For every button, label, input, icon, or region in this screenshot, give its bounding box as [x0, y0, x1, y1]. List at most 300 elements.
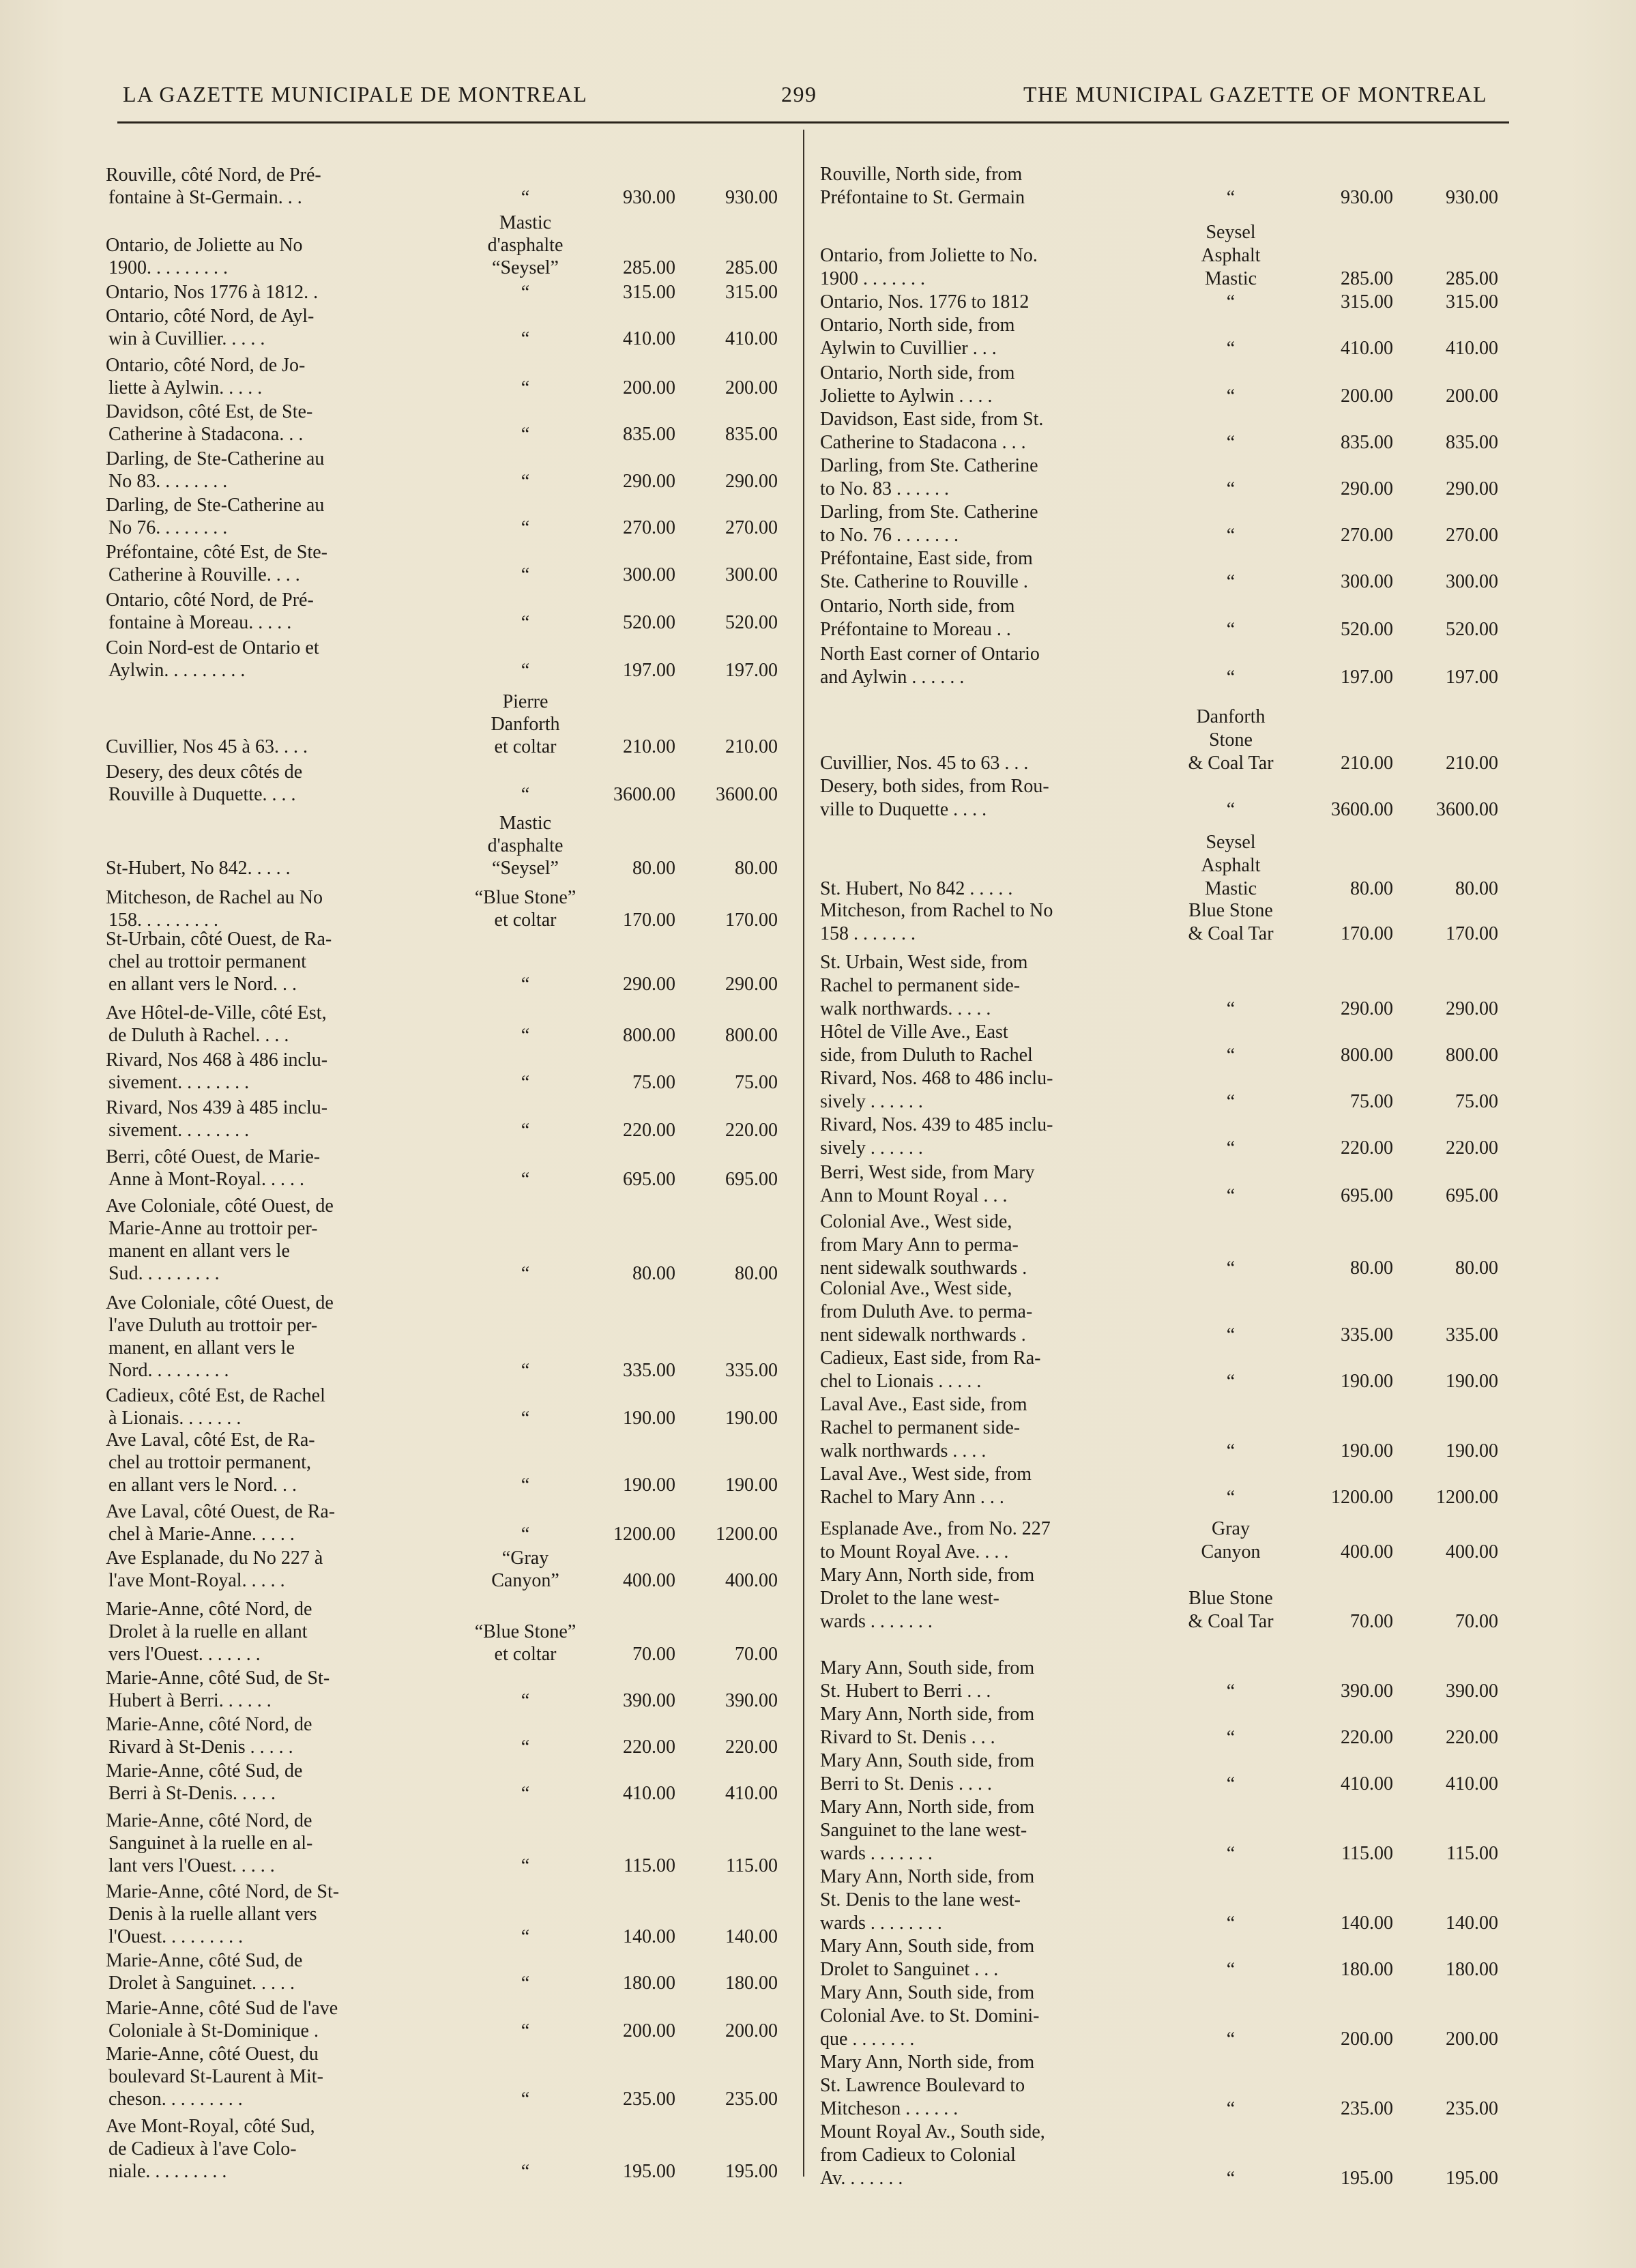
entry-cost: 390.00 — [623, 1690, 675, 1711]
entry-description: Mitcheson . . . . . . — [820, 2098, 959, 2119]
entry-cost: 235.00 — [1341, 2098, 1393, 2119]
entry-description: Mary Ann, North side, from — [820, 1866, 1035, 1887]
entry-material: “ — [521, 2020, 530, 2041]
entry-description: win à Cuvillier. . . . . — [108, 328, 265, 349]
entry-material: “ — [1226, 1371, 1236, 1392]
entry-cost: 695.00 — [623, 1169, 675, 1190]
entry-description: Ste. Catherine to Rouville . — [820, 571, 1028, 592]
entry-material: “ — [521, 2089, 530, 2110]
entry-description: Préfontaine to Moreau . . — [820, 619, 1011, 640]
entry-total: 170.00 — [1446, 923, 1498, 944]
entry-cost: 390.00 — [1341, 1681, 1393, 1702]
entry-description: Hôtel de Ville Ave., East — [820, 1021, 1008, 1043]
entry-material: “ — [521, 517, 530, 538]
entry-cost: 210.00 — [623, 736, 675, 757]
entry-cost: 400.00 — [1341, 1541, 1393, 1562]
entry-material: Danforth — [1196, 706, 1266, 727]
entry-material: “ — [521, 1783, 530, 1804]
entry-description: Marie-Anne, côté Sud de l'ave — [106, 1998, 338, 2019]
entry-description: Cadieux, côté Est, de Rachel — [106, 1385, 325, 1406]
entry-cost: 1200.00 — [613, 1524, 675, 1545]
entry-cost: 200.00 — [1341, 2029, 1393, 2050]
entry-material: Gray — [1212, 1518, 1250, 1539]
entry-description: lant vers l'Ouest. . . . . — [108, 1855, 275, 1876]
entry-description: chel au trottoir permanent — [108, 951, 306, 972]
entry-total: 190.00 — [725, 1408, 778, 1429]
entry-cost: 190.00 — [1341, 1440, 1393, 1462]
entry-cost: 315.00 — [623, 282, 675, 303]
entry-description: Sanguinet to the lane west- — [820, 1820, 1027, 1841]
entry-cost: 80.00 — [632, 1263, 675, 1284]
entry-total: 930.00 — [725, 187, 778, 208]
entry-total: 300.00 — [1446, 571, 1498, 592]
entry-total: 80.00 — [735, 858, 778, 879]
entry-material: “ — [521, 1474, 530, 1496]
entry-material: “ — [1226, 1257, 1236, 1279]
entry-material: “Gray — [501, 1547, 549, 1569]
entry-description: Anne à Mont-Royal. . . . . — [108, 1169, 304, 1190]
entry-description: Préfontaine, East side, from — [820, 548, 1033, 569]
entry-description: chel to Lionais . . . . . — [820, 1371, 982, 1392]
entry-material: “ — [1226, 187, 1236, 208]
entry-cost: 520.00 — [623, 612, 675, 633]
entry-total: 410.00 — [1446, 1773, 1498, 1794]
entry-description: Nord. . . . . . . . . — [108, 1360, 229, 1381]
entry-total: 140.00 — [725, 1926, 778, 1947]
entry-material: & Coal Tar — [1188, 753, 1274, 774]
entry-material: “ — [521, 328, 530, 349]
entry-cost: 520.00 — [1341, 619, 1393, 640]
entry-cost: 400.00 — [623, 1570, 675, 1591]
entry-description: liette à Aylwin. . . . . — [108, 377, 263, 398]
entry-material: “ — [521, 1736, 530, 1758]
entry-total: 200.00 — [725, 377, 778, 398]
entry-material: “ — [1226, 2098, 1236, 2119]
entry-description: Davidson, East side, from St. — [820, 409, 1044, 430]
entry-description: Joliette to Aylwin . . . . — [820, 386, 993, 407]
entry-total: 180.00 — [725, 1973, 778, 1994]
entry-description: to No. 76 . . . . . . . — [820, 525, 959, 546]
entry-material: “ — [521, 1263, 530, 1284]
entry-cost: 270.00 — [1341, 525, 1393, 546]
entry-description: Rivard à St-Denis . . . . . — [108, 1736, 293, 1758]
entry-description: sivement. . . . . . . . — [108, 1120, 250, 1141]
entry-description: St. Lawrence Boulevard to — [820, 2075, 1025, 2096]
entry-description: Préfontaine, côté Est, de Ste- — [106, 542, 328, 563]
entry-material: “ — [1226, 998, 1236, 1019]
entry-cost: 200.00 — [623, 377, 675, 398]
entry-cost: 190.00 — [623, 1474, 675, 1496]
entry-description: Cadieux, East side, from Ra- — [820, 1348, 1041, 1369]
entry-material: “Blue Stone” — [474, 887, 576, 908]
entry-description: Darling, from Ste. Catherine — [820, 455, 1038, 476]
entry-total: 1200.00 — [716, 1524, 778, 1545]
entry-description: fontaine à Moreau. . . . . — [108, 612, 292, 633]
entry-description: to Mount Royal Ave. . . . — [820, 1541, 1009, 1562]
entry-cost: 410.00 — [1341, 1773, 1393, 1794]
entry-cost: 290.00 — [623, 471, 675, 492]
entry-description: Rachel to Mary Ann . . . — [820, 1487, 1004, 1508]
entry-material: & Coal Tar — [1188, 1611, 1274, 1632]
entry-material: “ — [521, 2161, 530, 2182]
entry-description: 1900. . . . . . . . . — [108, 257, 228, 278]
entry-description: Mary Ann, South side, from — [820, 1982, 1035, 2003]
entry-total: 80.00 — [1455, 878, 1498, 899]
entry-total: 140.00 — [1446, 1913, 1498, 1934]
entry-description: boulevard St-Laurent à Mit- — [108, 2066, 323, 2087]
entry-cost: 70.00 — [632, 1644, 675, 1665]
entry-material: “ — [521, 187, 530, 208]
entry-description: Mary Ann, South side, from — [820, 1750, 1035, 1771]
entry-description: St. Urbain, West side, from — [820, 952, 1028, 973]
entry-description: Ontario, North side, from — [820, 596, 1015, 617]
entry-cost: 200.00 — [1341, 386, 1393, 407]
entry-total: 200.00 — [1446, 2029, 1498, 2050]
page-number: 299 — [781, 82, 817, 106]
entry-total: 75.00 — [735, 1072, 778, 1093]
entry-total: 285.00 — [725, 257, 778, 278]
entry-cost: 3600.00 — [1331, 799, 1393, 820]
entry-cost: 75.00 — [632, 1072, 675, 1093]
entry-material: Seysel — [1206, 832, 1256, 853]
entry-material: Mastic — [1204, 878, 1257, 899]
entry-material: et coltar — [494, 1644, 557, 1665]
entry-material: “ — [521, 1025, 530, 1046]
entry-total: 220.00 — [1446, 1137, 1498, 1159]
entry-total: 520.00 — [725, 612, 778, 633]
entry-description: Aylwin. . . . . . . . . — [108, 660, 246, 681]
entry-total: 835.00 — [725, 424, 778, 445]
entry-cost: 410.00 — [623, 1783, 675, 1804]
entry-total: 170.00 — [725, 910, 778, 931]
entry-material: “ — [521, 1926, 530, 1947]
entry-total: 930.00 — [1446, 187, 1498, 208]
entry-material: “ — [521, 424, 530, 445]
entry-cost: 220.00 — [1341, 1137, 1393, 1159]
entry-total: 410.00 — [1446, 338, 1498, 359]
entry-total: 197.00 — [725, 660, 778, 681]
entry-material: “ — [1226, 1843, 1236, 1864]
entry-total: 520.00 — [1446, 619, 1498, 640]
entry-material: “ — [1226, 2168, 1236, 2189]
entry-material: “ — [1226, 619, 1236, 640]
entry-description: Cuvillier, Nos. 45 to 63 . . . — [820, 753, 1029, 774]
entry-material: “ — [521, 564, 530, 585]
entry-cost: 285.00 — [1341, 268, 1393, 289]
entry-description: Laval Ave., West side, from — [820, 1464, 1032, 1485]
entry-description: sivement. . . . . . . . — [108, 1072, 250, 1093]
entry-cost: 80.00 — [632, 858, 675, 879]
entry-description: Rachel to permanent side- — [820, 975, 1021, 996]
entry-cost: 195.00 — [1341, 2168, 1393, 2189]
entry-material: Pierre — [502, 691, 549, 712]
entry-material: “ — [1226, 571, 1236, 592]
entry-cost: 410.00 — [623, 328, 675, 349]
entry-total: 80.00 — [735, 1263, 778, 1284]
entry-description: Ontario, Nos. 1776 to 1812 — [820, 291, 1029, 312]
entry-description: 1900 . . . . . . . — [820, 268, 925, 289]
entry-material: “Seysel” — [492, 858, 559, 879]
entry-total: 285.00 — [1446, 268, 1498, 289]
entry-material: “ — [521, 1169, 530, 1190]
entry-cost: 290.00 — [623, 974, 675, 995]
entry-description: wards . . . . . . . . — [820, 1913, 942, 1934]
entry-total: 210.00 — [1446, 753, 1498, 774]
entry-cost: 140.00 — [1341, 1913, 1393, 1934]
entry-description: Marie-Anne, côté Sud, de St- — [106, 1668, 330, 1689]
entry-material: “ — [1226, 386, 1236, 407]
entry-material: “Seysel” — [492, 257, 559, 278]
entry-material: d'asphalte — [487, 235, 564, 256]
entry-total: 315.00 — [725, 282, 778, 303]
entry-total: 335.00 — [1446, 1324, 1498, 1346]
entry-description: Desery, both sides, from Rou- — [820, 776, 1049, 797]
entry-description: Laval Ave., East side, from — [820, 1394, 1027, 1415]
entry-description: niale. . . . . . . . . — [108, 2161, 227, 2182]
entry-description: chel à Marie-Anne. . . . . — [108, 1524, 295, 1545]
entry-description: en allant vers le Nord. . . — [108, 974, 297, 995]
entry-cost: 170.00 — [1341, 923, 1393, 944]
entry-cost: 140.00 — [623, 1926, 675, 1947]
entry-description: Marie-Anne, côté Sud, de — [106, 1950, 303, 1971]
entry-total: 800.00 — [725, 1025, 778, 1046]
entry-total: 200.00 — [725, 2020, 778, 2041]
entry-total: 390.00 — [1446, 1681, 1498, 1702]
entry-description: Rivard, Nos 439 à 485 inclu- — [106, 1097, 328, 1118]
entry-description: Berri, côté Ouest, de Marie- — [106, 1146, 321, 1167]
entry-description: Ave Laval, côté Ouest, de Ra- — [106, 1501, 336, 1522]
entry-description: Mitcheson, from Rachel to No — [820, 900, 1053, 921]
entry-description: Ave Mont-Royal, côté Sud, — [106, 2116, 315, 2137]
entry-cost: 190.00 — [623, 1408, 675, 1429]
entry-material: “ — [1226, 1727, 1236, 1748]
entry-description: vers l'Ouest. . . . . . . — [108, 1644, 261, 1665]
entry-description: Marie-Anne, côté Sud, de — [106, 1760, 303, 1782]
entry-material: “ — [521, 1072, 530, 1093]
entry-description: en allant vers le Nord. . . — [108, 1474, 297, 1496]
entry-material: “ — [521, 1408, 530, 1429]
entry-description: wards . . . . . . . — [820, 1843, 933, 1864]
entry-material: “ — [1226, 478, 1236, 499]
entry-cost: 410.00 — [1341, 338, 1393, 359]
entry-description: Rivard, Nos 468 à 486 inclu- — [106, 1049, 328, 1071]
entry-cost: 195.00 — [623, 2161, 675, 2182]
entry-cost: 3600.00 — [613, 784, 675, 805]
entry-material: Canyon — [1201, 1541, 1261, 1562]
entry-description: Ave Hôtel-de-Ville, côté Est, — [106, 1002, 327, 1023]
entry-description: sively . . . . . . — [820, 1137, 923, 1159]
entry-description: walk northwards. . . . . — [820, 998, 991, 1019]
entry-description: l'Ouest. . . . . . . . . — [108, 1926, 244, 1947]
entry-material: “ — [1226, 1773, 1236, 1794]
entry-description: Marie-Anne, côté Ouest, du — [106, 2044, 319, 2065]
header-english-title: THE MUNICIPAL GAZETTE OF MONTREAL — [1023, 82, 1487, 106]
entry-description: Rachel to permanent side- — [820, 1417, 1021, 1438]
entry-cost: 115.00 — [1341, 1843, 1393, 1864]
entry-description: Rouville, North side, from — [820, 164, 1023, 185]
entry-description: Berri à St-Denis. . . . . — [108, 1783, 276, 1804]
entry-total: 80.00 — [1455, 1257, 1498, 1279]
entry-cost: 315.00 — [1341, 291, 1393, 312]
entry-total: 410.00 — [725, 328, 778, 349]
entry-description: Rouville, côté Nord, de Pré- — [106, 164, 321, 186]
entry-total: 70.00 — [735, 1644, 778, 1665]
entry-total: 3600.00 — [716, 784, 778, 805]
entry-total: 195.00 — [1446, 2168, 1498, 2189]
entry-cost: 335.00 — [623, 1360, 675, 1381]
entry-cost: 80.00 — [1350, 1257, 1393, 1279]
entry-description: Catherine à Rouville. . . . — [108, 564, 300, 585]
entry-description: Davidson, côté Est, de Ste- — [106, 401, 313, 422]
entry-total: 270.00 — [1446, 525, 1498, 546]
entry-total: 220.00 — [725, 1736, 778, 1758]
entry-cost: 300.00 — [1341, 571, 1393, 592]
entry-description: Coloniale à St-Dominique . — [108, 2020, 319, 2041]
entry-cost: 835.00 — [623, 424, 675, 445]
entry-description: l'ave Mont-Royal. . . . . — [108, 1570, 285, 1591]
entry-total: 190.00 — [725, 1474, 778, 1496]
entry-description: Préfontaine to St. Germain — [820, 187, 1025, 208]
entry-description: Ontario, Nos 1776 à 1812. . — [106, 282, 319, 303]
entry-cost: 930.00 — [623, 187, 675, 208]
entry-description: Mitcheson, de Rachel au No — [106, 887, 323, 908]
entry-material: Stone — [1209, 729, 1253, 751]
entry-description: Cuvillier, Nos 45 à 63. . . . — [106, 736, 308, 757]
entry-description: Rivard, Nos. 439 to 485 inclu- — [820, 1114, 1053, 1135]
entry-description: ville to Duquette . . . . — [820, 799, 987, 820]
entry-material: Canyon” — [491, 1570, 559, 1591]
entry-cost: 800.00 — [1341, 1045, 1393, 1066]
entry-description: Rivard, Nos. 468 to 486 inclu- — [820, 1068, 1053, 1089]
entry-description: to No. 83 . . . . . . — [820, 478, 949, 499]
entry-description: Rivard to St. Denis . . . — [820, 1727, 995, 1748]
entry-description: manent, en allant vers le — [108, 1337, 295, 1358]
entry-material: “ — [1226, 799, 1236, 820]
entry-description: Ontario, de Joliette au No — [106, 235, 303, 256]
entry-description: Drolet à la ruelle en allant — [108, 1621, 308, 1642]
entry-description: Darling, de Ste-Catherine au — [106, 448, 325, 469]
entry-description: North East corner of Ontario — [820, 643, 1040, 665]
entry-material: “ — [1226, 1045, 1236, 1066]
entry-cost: 197.00 — [623, 660, 675, 681]
entry-description: Mary Ann, North side, from — [820, 1704, 1035, 1725]
entry-material: “ — [521, 612, 530, 633]
entry-material: “ — [1226, 1324, 1236, 1346]
entry-total: 400.00 — [725, 1570, 778, 1591]
entry-cost: 170.00 — [623, 910, 675, 931]
entry-material: “ — [1226, 1681, 1236, 1702]
entry-total: 115.00 — [1446, 1843, 1498, 1864]
entry-description: walk northwards . . . . — [820, 1440, 987, 1462]
entry-description: wards . . . . . . . — [820, 1611, 933, 1632]
entry-cost: 180.00 — [623, 1973, 675, 1994]
entry-material: Asphalt — [1201, 245, 1261, 266]
entry-description: de Duluth à Rachel. . . . — [108, 1025, 289, 1046]
entry-description: manent en allant vers le — [108, 1240, 290, 1262]
entry-total: 115.00 — [726, 1855, 778, 1876]
entry-total: 290.00 — [1446, 478, 1498, 499]
entry-description: Desery, des deux côtés de — [106, 761, 303, 783]
entry-description: St-Urbain, côté Ouest, de Ra- — [106, 929, 332, 950]
entry-material: “ — [521, 974, 530, 995]
entry-description: Hubert à Berri. . . . . . — [108, 1690, 272, 1711]
entry-description: Denis à la ruelle allant vers — [108, 1904, 317, 1925]
entry-description: from Mary Ann to perma- — [820, 1234, 1019, 1255]
entry-total: 197.00 — [1446, 667, 1498, 688]
entry-description: Colonial Ave., West side, — [820, 1211, 1012, 1232]
entry-total: 410.00 — [725, 1783, 778, 1804]
entry-total: 220.00 — [1446, 1727, 1498, 1748]
entry-total: 70.00 — [1455, 1611, 1498, 1632]
entry-description: Sud. . . . . . . . . — [108, 1263, 220, 1284]
entry-description: Drolet to the lane west- — [820, 1588, 999, 1609]
entry-description: Catherine à Stadacona. . . — [108, 424, 304, 445]
entry-description: No 76. . . . . . . . — [108, 517, 228, 538]
entry-cost: 290.00 — [1341, 998, 1393, 1019]
entry-material: “ — [521, 1360, 530, 1381]
entry-description: from Cadieux to Colonial — [820, 2145, 1016, 2166]
entry-description: Marie-Anne, côté Nord, de St- — [106, 1881, 340, 1902]
entry-total: 1200.00 — [1436, 1487, 1498, 1508]
entry-material: “ — [521, 1690, 530, 1711]
entry-description: Coin Nord-est de Ontario et — [106, 637, 319, 658]
entry-description: que . . . . . . . — [820, 2029, 915, 2050]
entry-cost: 800.00 — [623, 1025, 675, 1046]
entry-description: Aylwin to Cuvillier . . . — [820, 338, 997, 359]
entry-material: “ — [1226, 1959, 1236, 1980]
entry-description: Mary Ann, North side, from — [820, 2052, 1035, 2073]
entry-material: Asphalt — [1201, 855, 1261, 876]
entry-cost: 190.00 — [1341, 1371, 1393, 1392]
entry-description: fontaine à St-Germain. . . — [108, 187, 302, 208]
entry-description: 158 . . . . . . . — [820, 923, 916, 944]
entry-cost: 290.00 — [1341, 478, 1393, 499]
entry-total: 300.00 — [725, 564, 778, 585]
entry-material: Mastic — [499, 813, 552, 834]
entry-description: Ontario, North side, from — [820, 362, 1015, 383]
entry-description: Drolet à Sanguinet. . . . . — [108, 1973, 295, 1994]
header-french-title: LA GAZETTE MUNICIPALE DE MONTREAL — [123, 82, 588, 106]
entry-description: cheson. . . . . . . . . — [108, 2089, 243, 2110]
entry-total: 200.00 — [1446, 386, 1498, 407]
entry-material: “ — [1226, 432, 1236, 453]
entry-description: Esplanade Ave., from No. 227 — [820, 1518, 1051, 1539]
entry-total: 235.00 — [1446, 2098, 1498, 2119]
entry-cost: 80.00 — [1350, 878, 1393, 899]
entry-total: 800.00 — [1446, 1045, 1498, 1066]
entry-total: 290.00 — [1446, 998, 1498, 1019]
entry-material: “ — [1226, 1185, 1236, 1206]
entry-cost: 197.00 — [1341, 667, 1393, 688]
entry-material: Mastic — [499, 212, 552, 233]
entry-cost: 210.00 — [1341, 753, 1393, 774]
entry-material: “ — [521, 377, 530, 398]
entry-cost: 1200.00 — [1331, 1487, 1393, 1508]
entry-description: sively . . . . . . — [820, 1091, 923, 1112]
entry-description: Ontario, côté Nord, de Jo- — [106, 355, 306, 376]
entry-description: St-Hubert, No 842. . . . . — [106, 858, 291, 879]
entry-description: from Duluth Ave. to perma- — [820, 1301, 1033, 1322]
entry-cost: 235.00 — [623, 2089, 675, 2110]
entry-total: 390.00 — [725, 1690, 778, 1711]
entry-cost: 930.00 — [1341, 187, 1393, 208]
entry-material: “ — [521, 471, 530, 492]
entry-material: “ — [521, 660, 530, 681]
entry-material: Blue Stone — [1188, 900, 1273, 921]
entry-total: 75.00 — [1455, 1091, 1498, 1112]
entry-description: Marie-Anne au trottoir per- — [108, 1218, 318, 1239]
entry-material: Danforth — [491, 714, 560, 735]
